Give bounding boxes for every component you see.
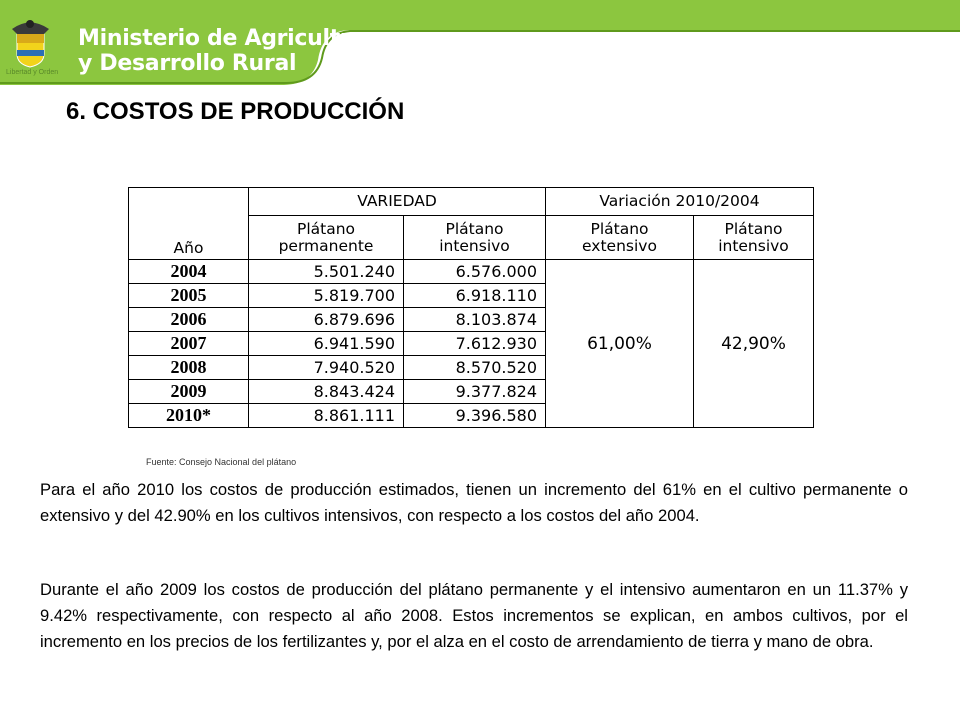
intensivo-cell: 9.377.824 [404,380,546,404]
paragraph-1: Para el año 2010 los costos de producción estimados, tienen un incremento del 61% en el cultivo permanente o extensivo y del 42.90% en los cultivos intensivos, con respecto a los costos del año 2004. [40,480,908,525]
variation-intensivo-cell: 42,90% [694,260,814,428]
intensivo-cell: 8.103.874 [404,308,546,332]
intensivo-cell: 9.396.580 [404,404,546,428]
intensivo-cell: 7.612.930 [404,332,546,356]
ministry-line-1: Ministerio de Agricultura [78,26,381,51]
intensivo-cell: 8.570.520 [404,356,546,380]
permanente-cell: 6.879.696 [249,308,404,332]
table-row [129,260,814,284]
col-header-line: extensivo [582,236,657,255]
col-header-intensivo-var [694,216,814,260]
year-cell: 2008 [129,356,249,380]
intensivo-cell: 6.918.110 [404,284,546,308]
paragraph-2: Durante el año 2009 los costos de producción del plátano permanente y el intensivo aumentaron en un 11.37% y 9.42% respectivamente, con respecto al año 2008. Estos incrementos se explican, en ambos cultivos, por el incremento en los precios de los fertilizantes y, por el alza en el costo de arrendamiento de tierra y mano de obra. [40,580,908,651]
col-header-line: Plátano [724,219,783,238]
variety-header: VARIEDAD [249,188,546,216]
permanente-cell: 5.501.240 [249,260,404,284]
ministry-line-2: y Desarrollo Rural [78,51,297,76]
col-header-line: Plátano [445,219,504,238]
permanente-cell: 8.861.111 [249,404,404,428]
ministry-name [78,26,380,76]
year-cell: 2009 [129,380,249,404]
costs-table [128,187,814,428]
permanente-cell: 8.843.424 [249,380,404,404]
intensivo-cell: 6.576.000 [404,260,546,284]
col-header-line: intensivo [718,236,789,255]
permanente-cell: 5.819.700 [249,284,404,308]
year-cell: 2004 [129,260,249,284]
col-header-line: permanente [278,236,374,255]
col-header-extensivo-var [546,216,694,260]
col-header-line: Plátano [296,219,356,238]
motto: Libertad y Orden [6,69,59,76]
year-cell: 2010* [129,404,249,428]
year-cell: 2005 [129,284,249,308]
col-header-permanente [249,216,404,260]
year-cell: 2006 [129,308,249,332]
year-header: Año [129,188,249,260]
col-header-intensivo [404,216,546,260]
permanente-cell: 6.941.590 [249,332,404,356]
variation-header: Variación 2010/2004 [546,188,814,216]
page-title: 6. COSTOS DE PRODUCCIÓN [66,98,405,125]
header-banner [0,0,960,85]
year-cell: 2007 [129,332,249,356]
permanente-cell: 7.940.520 [249,356,404,380]
source-note: Fuente: Consejo Nacional del plátano [146,457,297,467]
variation-extensivo-cell: 61,00% [546,260,694,428]
col-header-line: intensivo [439,236,510,255]
col-header-line: Plátano [590,219,649,238]
